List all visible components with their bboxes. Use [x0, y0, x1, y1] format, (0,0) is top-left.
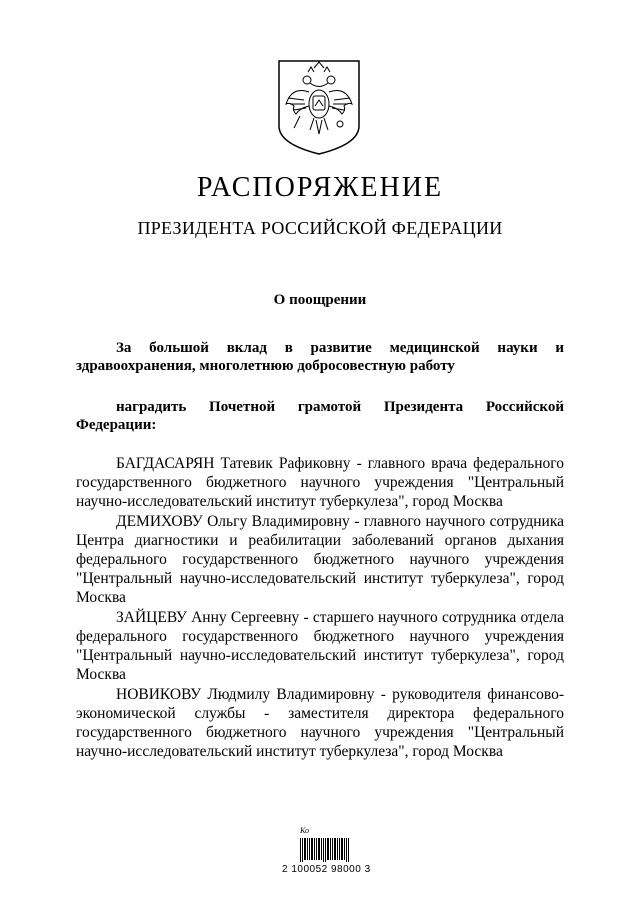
- awardee-item: ДЕМИХОВУ Ольгу Владимировну - главного научного сотрудника Центра диагностики и реабилитации заболеваний органов дыхания федерального государственного бюджетного научного учреждения "Центральный научно-исследовательский институт туберкулеза", город Москва: [76, 513, 564, 606]
- awardee-item: НОВИКОВУ Людмилу Владимировну - руководителя финансово-экономической службы - заместителя директора федерального государственного бюджетного научного учреждения "Центральный научно-исследовательский институт туберкулеза", город Москва: [76, 686, 564, 760]
- intro-paragraph: За большой вклад в развитие медицинской науки и здравоохранения, многолетнюю добросовестную работу: [76, 340, 564, 374]
- barcode-icon: [300, 838, 350, 862]
- document-subject: О поощрении: [273, 292, 367, 308]
- coat-of-arms-icon: [274, 56, 364, 156]
- awardee-list: [76, 454, 564, 762]
- signature-mark: Ко: [300, 826, 310, 835]
- awardee-item: ЗАЙЦЕВУ Анну Сергеевну - старшего научного сотрудника отдела федерального государственного бюджетного научного учреждения "Центральный научно-исследовательский институт туберкулеза", город Москва: [76, 609, 564, 683]
- resolution-paragraph: наградить Почетной грамотой Президента Российской Федерации:: [76, 399, 564, 433]
- document-title: РАСПОРЯЖЕНИЕ: [196, 172, 444, 203]
- barcode-number: 2 100052 98000 3: [282, 864, 371, 875]
- awardee-item: БАГДАСАРЯН Татевик Рафиковну - главного врача федерального государственного бюджетного научного учреждения "Центральный научно-исследовательский институт туберкулеза", город Москва: [76, 455, 564, 510]
- document-issuer: ПРЕЗИДЕНТА РОССИЙСКОЙ ФЕДЕРАЦИИ: [137, 218, 503, 238]
